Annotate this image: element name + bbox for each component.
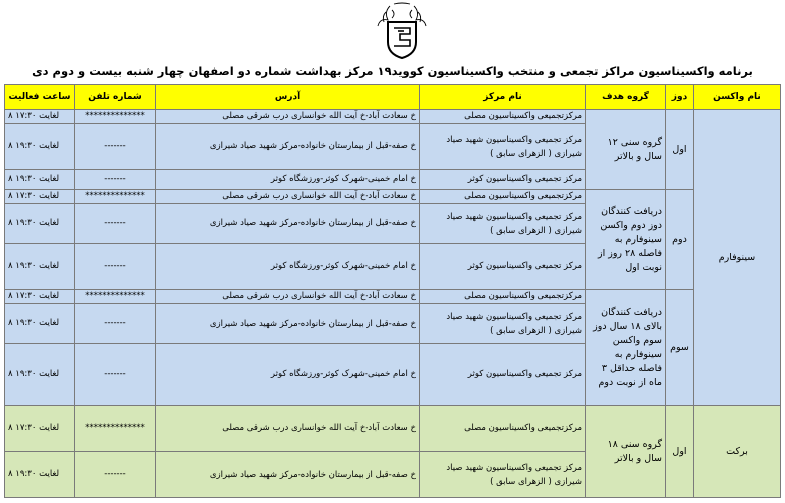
center-cell: مرکزتجمیعی واکسیناسیون مصلی (420, 406, 586, 452)
vaccine-cell: برکت (694, 406, 781, 498)
hours-cell: ۸ لغایت ۱۹:۳۰ (5, 344, 75, 406)
vaccination-schedule-table (4, 84, 781, 498)
hours-cell: ۸ لغایت ۱۹:۳۰ (5, 244, 75, 290)
phone-cell: ------- (75, 304, 156, 344)
address-cell: خ سعادت آباد-خ آیت الله خوانساری درب شرقی مصلی (156, 290, 420, 304)
header-address: آدرس (156, 85, 420, 110)
hours-cell: ۸ لغایت ۱۹:۳۰ (5, 304, 75, 344)
center-cell: مرکز تجمیعی واکسیناسیون کوثر (420, 170, 586, 190)
address-cell: خ صفه-قبل از بیمارستان خانواده-مرکز شهید صیاد شیرازی (156, 304, 420, 344)
vaccine-cell: سینوفارم (694, 110, 781, 406)
hours-cell: ۸ لغایت ۱۹:۳۰ (5, 124, 75, 170)
address-cell: خ سعادت آباد-خ آیت الله خوانساری درب شرقی مصلی (156, 110, 420, 124)
address-cell: خ سعادت آباد-خ آیت الله خوانساری درب شرقی مصلی (156, 406, 420, 452)
organization-logo (368, 2, 436, 60)
phone-cell: ------- (75, 124, 156, 170)
center-cell: مرکز تجمیعی واکسیناسیون کوثر (420, 244, 586, 290)
header-dose: دوز (666, 85, 694, 110)
header-phone: شماره تلفن (75, 85, 156, 110)
header-center: نام مرکز (420, 85, 586, 110)
phone-cell: ------- (75, 204, 156, 244)
target-cell: گروه سنی ۱۲ سال و بالاتر (586, 110, 666, 190)
address-cell: خ امام خمینی-شهرک کوثر-ورزشگاه کوثر (156, 344, 420, 406)
address-cell: خ امام خمینی-شهرک کوثر-ورزشگاه کوثر (156, 170, 420, 190)
page-title: برنامه واکسیناسیون مراکز تجمعی و منتخب واکسیناسیون کووید۱۹ مرکز بهداشت شماره دو اصفهان چهار شنبه بیست و دوم دی (32, 64, 753, 78)
hours-cell: ۸ لغایت ۱۷:۳۰ (5, 110, 75, 124)
phone-cell: ------- (75, 344, 156, 406)
address-cell: خ صفه-قبل از بیمارستان خانواده-مرکز شهید صیاد شیرازی (156, 452, 420, 498)
dose-cell: دوم (666, 190, 694, 290)
phone-cell: ************** (75, 190, 156, 204)
center-cell: مرکز تجمیعی واکسیناسیون کوثر (420, 344, 586, 406)
phone-cell: ************** (75, 406, 156, 452)
phone-cell: ------- (75, 452, 156, 498)
header-vaccine: نام واکسن (694, 85, 781, 110)
target-cell: دریافت کنندگان دوز دوم واکسن سینوفارم به فاصله ۲۸ روز از نوبت اول (586, 190, 666, 290)
address-cell: خ صفه-قبل از بیمارستان خانواده-مرکز شهید صیاد شیرازی (156, 124, 420, 170)
center-cell: مرکز تجمیعی واکسیناسیون شهید صیاد شیرازی ( الزهرای سابق ) (420, 452, 586, 498)
target-cell: دریافت کنندگان بالای ۱۸ سال دوز سوم واکسن سینوفارم به فاصله حداقل ۳ ماه از نوبت دوم (586, 290, 666, 406)
phone-cell: ************** (75, 290, 156, 304)
hours-cell: ۸ لغایت ۱۷:۳۰ (5, 290, 75, 304)
address-cell: خ امام خمینی-شهرک کوثر-ورزشگاه کوثر (156, 244, 420, 290)
center-cell: مرکز تجمیعی واکسیناسیون شهید صیاد شیرازی ( الزهرای سابق ) (420, 204, 586, 244)
header-hours: ساعت فعالیت (5, 85, 75, 110)
dose-cell: اول (666, 406, 694, 498)
header-target: گروه هدف (586, 85, 666, 110)
phone-cell: ------- (75, 170, 156, 190)
table-row (5, 290, 781, 304)
hours-cell: ۸ لغایت ۱۷:۳۰ (5, 406, 75, 452)
center-cell: مرکزتجمیعی واکسیناسیون مصلی (420, 290, 586, 304)
center-cell: مرکز تجمیعی واکسیناسیون شهید صیاد شیرازی ( الزهرای سابق ) (420, 304, 586, 344)
center-cell: مرکز تجمیعی واکسیناسیون شهید صیاد شیرازی ( الزهرای سابق ) (420, 124, 586, 170)
phone-cell: ------- (75, 244, 156, 290)
center-cell: مرکزتجمیعی واکسیناسیون مصلی (420, 110, 586, 124)
hours-cell: ۸ لغایت ۱۹:۳۰ (5, 204, 75, 244)
address-cell: خ سعادت آباد-خ آیت الله خوانساری درب شرقی مصلی (156, 190, 420, 204)
table-row (5, 190, 781, 204)
hours-cell: ۸ لغایت ۱۹:۳۰ (5, 170, 75, 190)
hours-cell: ۸ لغایت ۱۹:۳۰ (5, 452, 75, 498)
dose-cell: اول (666, 110, 694, 190)
table-row (5, 110, 781, 124)
center-cell: مرکزتجمیعی واکسیناسیون مصلی (420, 190, 586, 204)
phone-cell: ************** (75, 110, 156, 124)
dose-cell: سوم (666, 290, 694, 406)
table-header-row (5, 85, 781, 110)
table-row (5, 406, 781, 452)
hours-cell: ۸ لغایت ۱۷:۳۰ (5, 190, 75, 204)
target-cell: گروه سنی ۱۸ سال و بالاتر (586, 406, 666, 498)
address-cell: خ صفه-قبل از بیمارستان خانواده-مرکز شهید صیاد شیرازی (156, 204, 420, 244)
